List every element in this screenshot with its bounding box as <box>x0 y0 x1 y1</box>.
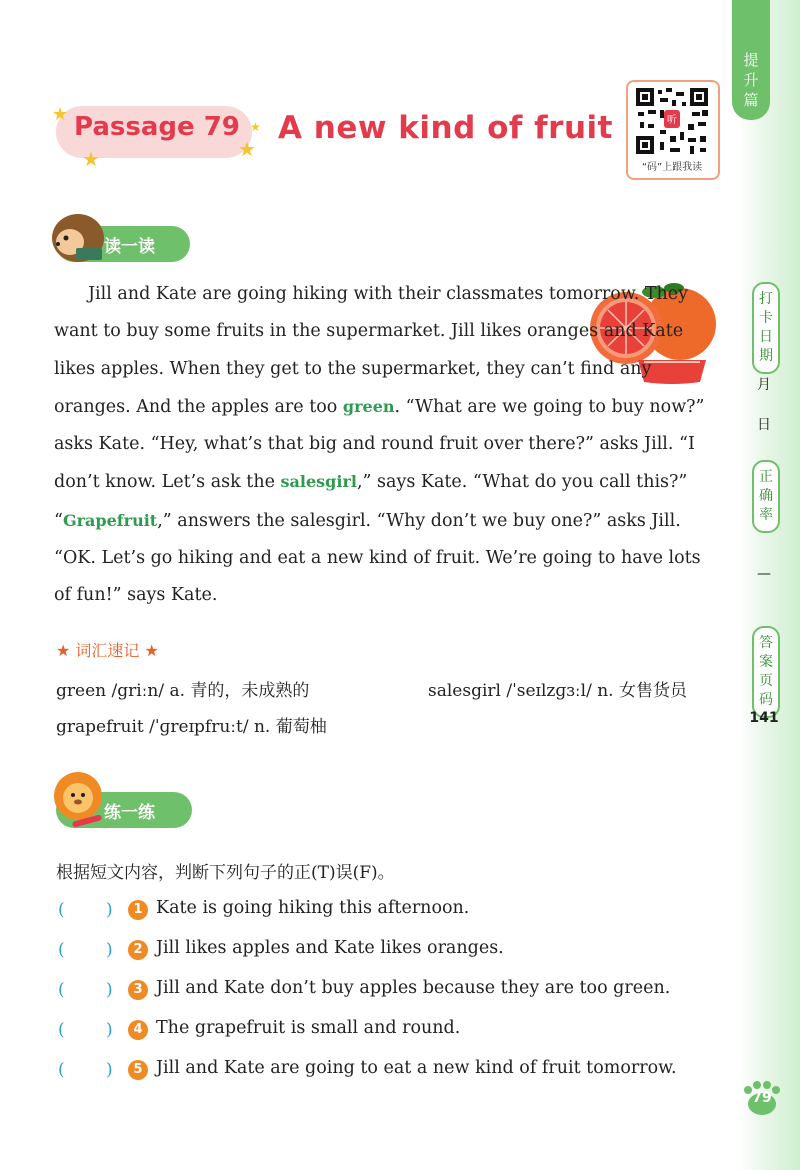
question-row <box>56 898 736 928</box>
level-tab-char: 篇 <box>743 91 759 109</box>
reading-passage <box>54 276 720 615</box>
vocab-item: green /griːn/ a. 青的，未成熟的 <box>56 681 310 701</box>
star-icon: ★ <box>82 147 100 171</box>
lion-writing-icon <box>52 770 108 832</box>
passage-text-segment: ,” says Kate. “What do you call this?” “ <box>54 472 688 531</box>
question-text: Jill and Kate don’t buy apples because they are too green. <box>156 978 671 998</box>
passage-text-segment: Jill and Kate are going hiking with their classmates tomorrow. They want to buy some fruits in the supermarket. Jill likes oranges and Kate likes apples. When they get to the supermarket, they can’t find any oranges. And the apples are too <box>54 284 689 417</box>
checkin-char: 卡 <box>759 310 773 326</box>
question-number-badge: 1 <box>128 900 148 920</box>
qr-code-icon <box>636 88 708 154</box>
passage-number: Passage 79 <box>74 112 240 142</box>
vocab-item: grapefruit /ˈɡreɪpfruːt/ n. 葡萄柚 <box>56 717 327 737</box>
sidebar <box>738 0 800 1170</box>
checkin-char: 打 <box>759 291 773 307</box>
page-number: 79 <box>752 1090 772 1106</box>
accuracy-char: 确 <box>759 488 773 504</box>
answer-page-char: 案 <box>759 654 773 670</box>
question-number-badge: 5 <box>128 1060 148 1080</box>
checkin-char: 日 <box>759 329 773 345</box>
question-row <box>56 938 736 968</box>
question-text: The grapefruit is small and round. <box>156 1018 461 1038</box>
answer-page-label <box>752 626 780 718</box>
answer-blank-close[interactable]: ) <box>106 940 113 960</box>
qr-caption: “码”上跟我读 <box>641 162 703 173</box>
vocab-heading: ★ 词汇速记 ★ <box>56 641 159 660</box>
read-section-label: 读一读 <box>104 236 155 257</box>
question-row <box>56 1058 736 1088</box>
answer-blank-open[interactable]: ( <box>58 940 65 960</box>
answer-blank-close[interactable]: ) <box>106 980 113 1000</box>
passage-text-segment: . “What are we going to buy now?” asks Kate. “Hey, what’s that big and round fruit over there?” asks Jill. “I don’t know. Let’s ask the <box>54 396 705 493</box>
answer-blank-close[interactable]: ) <box>106 1020 113 1040</box>
star-icon: ★ <box>238 137 256 161</box>
question-text: Kate is going hiking this afternoon. <box>156 898 470 918</box>
checkin-char: 期 <box>759 348 773 364</box>
answer-blank-open[interactable]: ( <box>58 1020 65 1040</box>
answer-page-char: 码 <box>759 692 773 708</box>
question-number-badge: 4 <box>128 1020 148 1040</box>
question-row <box>56 978 736 1008</box>
question-text: Jill likes apples and Kate likes oranges. <box>156 938 504 958</box>
answer-blank-open[interactable]: ( <box>58 980 65 1000</box>
keyword-grapefruit: Grapefruit <box>62 510 158 530</box>
accuracy-label <box>752 460 780 533</box>
question-number-badge: 2 <box>128 940 148 960</box>
level-tab <box>732 0 770 120</box>
month-field[interactable]: 月 <box>757 377 771 393</box>
answer-blank-close[interactable]: ) <box>106 900 113 920</box>
qr-listen-badge: 听 <box>667 115 677 126</box>
answer-page-char: 页 <box>759 673 773 689</box>
passage-paragraph <box>54 276 720 615</box>
answer-blank-open[interactable]: ( <box>58 900 65 920</box>
level-tab-char: 升 <box>743 71 759 89</box>
day-field[interactable]: 日 <box>757 417 771 433</box>
hedgehog-reading-icon <box>48 208 108 266</box>
accuracy-char: 率 <box>759 507 773 523</box>
answer-page-number: 141 <box>749 710 779 726</box>
exercise-instruction: 根据短文内容，判断下列句子的正(T)误(F)。 <box>56 863 395 883</box>
answer-page-char: 答 <box>759 635 773 651</box>
page-title: A new kind of fruit <box>278 110 613 146</box>
question-row <box>56 1018 736 1048</box>
checkin-date-label <box>752 282 780 374</box>
practice-section-label: 练一练 <box>104 802 155 823</box>
keyword-green: green <box>342 396 395 416</box>
accuracy-field[interactable]: — <box>757 566 771 582</box>
passage-text-segment: ,” answers the salesgirl. “Why don’t we buy one?” asks Jill. “OK. Let’s go hiking and eat a new kind of fruit. We’re going to have lots of fun!” says Kate. <box>54 510 701 606</box>
answer-blank-open[interactable]: ( <box>58 1060 65 1080</box>
answer-blank-close[interactable]: ) <box>106 1060 113 1080</box>
star-icon: ★ <box>52 104 69 125</box>
star-icon: ★ <box>250 120 261 134</box>
question-text: Jill and Kate are going to eat a new kind of fruit tomorrow. <box>156 1058 677 1078</box>
question-number-badge: 3 <box>128 980 148 1000</box>
vocab-item: salesgirl /ˈseɪlzɡɜːl/ n. 女售货员 <box>428 681 687 701</box>
level-tab-char: 提 <box>743 51 759 69</box>
accuracy-char: 正 <box>759 469 773 485</box>
keyword-salesgirl: salesgirl <box>280 472 357 492</box>
